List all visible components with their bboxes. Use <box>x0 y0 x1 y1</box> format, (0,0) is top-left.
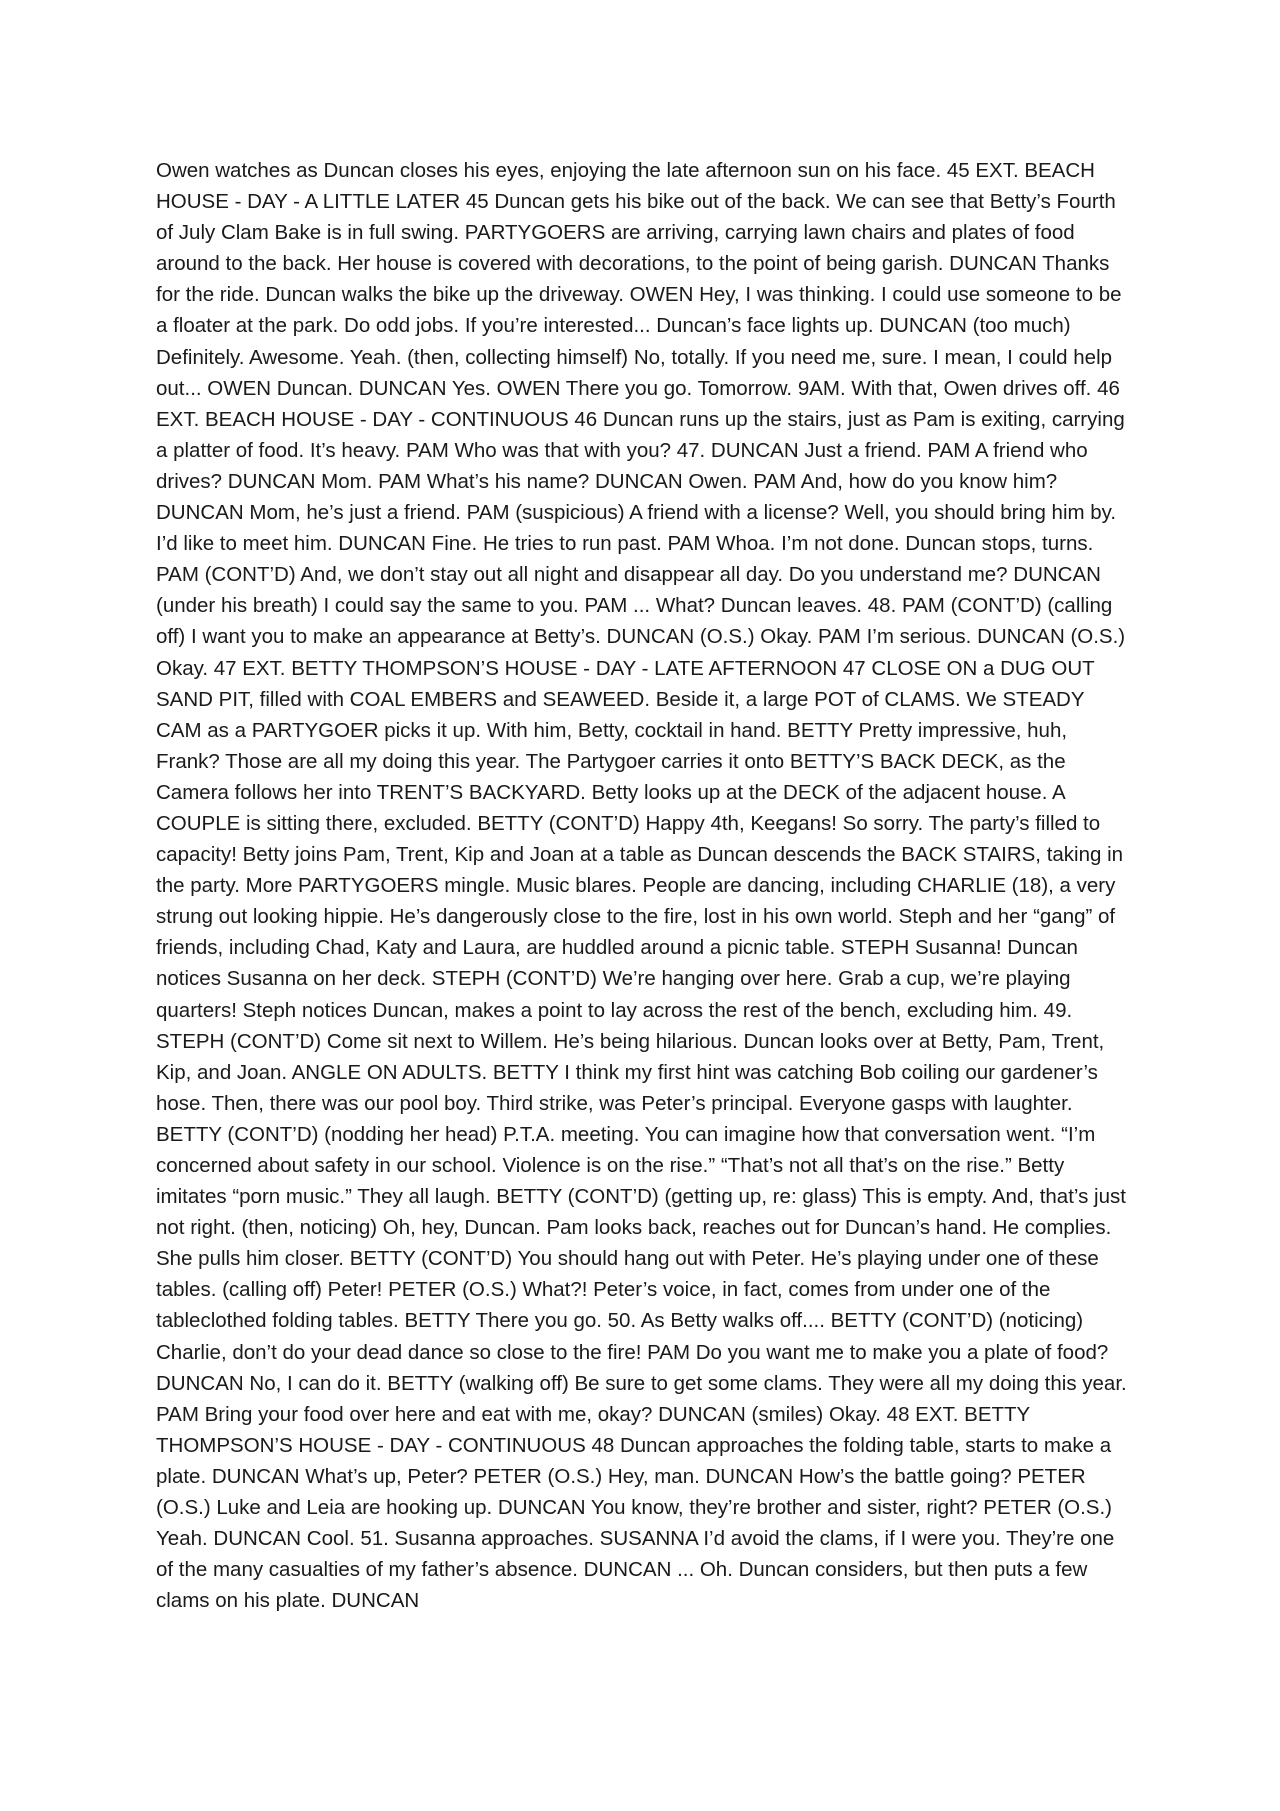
body-text: Owen watches as Duncan closes his eyes, enjoying the late afternoon sun on his face. 45 EXT. BEACH HOUSE - DAY - A LITTLE LATER 45 Duncan gets his bike out of the back. We can see that Betty’s Fourth of July Clam Bake is in full swing. PARTYGOERS are arriving, carrying lawn chairs and plates of food around to the back. Her house is covered with decorations, to the point of being garish. DUNCAN Thanks for the ride. Duncan walks the bike up the driveway. OWEN Hey, I was thinking. I could use someone to be a floater at the park. Do odd jobs. If you’re interested... Duncan’s face lights up. DUNCAN (too much) Definitely. Awesome. Yeah. (then, collecting himself) No, totally. If you need me, sure. I mean, I could help out... OWEN Duncan. DUNCAN Yes. OWEN There you go. Tomorrow. 9AM. With that, Owen drives off. 46 EXT. BEACH HOUSE - DAY - CONTINUOUS 46 Duncan runs up the stairs, just as Pam is exiting, carrying a platter of food. It’s heavy. PAM Who was that with you? 47. DUNCAN Just a friend. PAM A friend who drives? DUNCAN Mom. PAM What’s his name? DUNCAN Owen. PAM And, how do you know him? DUNCAN Mom, he’s just a friend. PAM (suspicious) A friend with a license? Well, you should bring him by. I’d like to meet him. DUNCAN Fine. He tries to run past. PAM Whoa. I’m not done. Duncan stops, turns. PAM (CONT’D) And, we don’t stay out all night and disappear all day. Do you understand me? DUNCAN (under his breath) I could say the same to you. PAM ... What? Duncan leaves. 48. PAM (CONT’D) (calling off) I want you to make an appearance at Betty’s. DUNCAN (O.S.) Okay. PAM I’m serious. DUNCAN (O.S.) Okay. 47 EXT. BETTY THOMPSON’S HOUSE - DAY - LATE AFTERNOON 47 CLOSE ON a DUG OUT SAND PIT, filled with COAL EMBERS and SEAWEED. Beside it, a large POT of CLAMS. We STEADY CAM as a PARTYGOER picks it up. With him, Betty, cocktail in hand. BETTY Pretty impressive, huh, Frank? Those are all my doing this year. The Partygoer carries it onto BETTY’S BACK DECK, as the Camera follows her into TRENT’S BACKYARD. Betty looks up at the DECK of the adjacent house. A COUPLE is sitting there, excluded. BETTY (CONT’D) Happy 4th, Keegans! So sorry. The party’s filled to capacity! Betty joins Pam, Trent, Kip and Joan at a table as Duncan descends the BACK STAIRS, taking in the party. More PARTYGOERS mingle. Music blares. People are dancing, including CHARLIE (18), a very strung out looking hippie. He’s dangerously close to the fire, lost in his own world. Steph and her “gang” of friends, including Chad, Katy and Laura, are huddled around a picnic table. STEPH Susanna! Duncan notices Susanna on her deck. STEPH (CONT’D) We’re hanging over here. Grab a cup, we’re playing quarters! Steph notices Duncan, makes a point to lay across the rest of the bench, excluding him. 49. STEPH (CONT’D) Come sit next to Willem. He’s being hilarious. Duncan looks over at Betty, Pam, Trent, Kip, and Joan. ANGLE ON ADULTS. BETTY I think my first hint was catching Bob coiling our gardener’s hose. Then, there was our pool boy. Third strike, was Peter’s principal. Everyone gasps with laughter. BETTY (CONT’D) (nodding her head) P.T.A. meeting. You can imagine how that conversation went. “I’m concerned about safety in our school. Violence is on the rise.” “That’s not all that’s on the rise.” Betty imitates “porn music.” They all laugh. BETTY (CONT’D) (getting up, re: glass) This is empty. And, that’s just not right. (then, noticing) Oh, hey, Duncan. Pam looks back, reaches out for Duncan’s hand. He complies. She pulls him closer. BETTY (CONT’D) You should hang out with Peter. He’s playing under one of these tables. (calling off) Peter! PETER (O.S.) What?! Peter’s voice, in fact, comes from under one of the tableclothed folding tables. BETTY There you go. 50. As Betty walks off.... BETTY (CONT’D) (noticing) Charlie, don’t do your dead dance so close to the fire! PAM Do you want me to make you a plate of food? DUNCAN No, I can do it. BETTY (walking off) Be sure to get some clams. They were all my doing this year. PAM Bring your food over here and eat with me, okay? DUNCAN (smiles) Okay. 48 EXT. BETTY THOMPSON’S HOUSE - DAY - CONTINUOUS 48 Duncan approaches the folding table, starts to make a plate. DUNCAN What’s up, Peter? PETER (O.S.) Hey, man. DUNCAN How’s the battle going? PETER (O.S.) Luke and Leia are hooking up. DUNCAN You know, they’re brother and sister, right? PETER (O.S.) Yeah. DUNCAN Cool. 51. Susanna approaches. SUSANNA I’d avoid the clams, if I were you. They’re one of the many casualties of my father’s absence. DUNCAN ... Oh. Duncan considers, but then puts a few clams on his plate. DUNCAN <box>156 159 1127 1613</box>
